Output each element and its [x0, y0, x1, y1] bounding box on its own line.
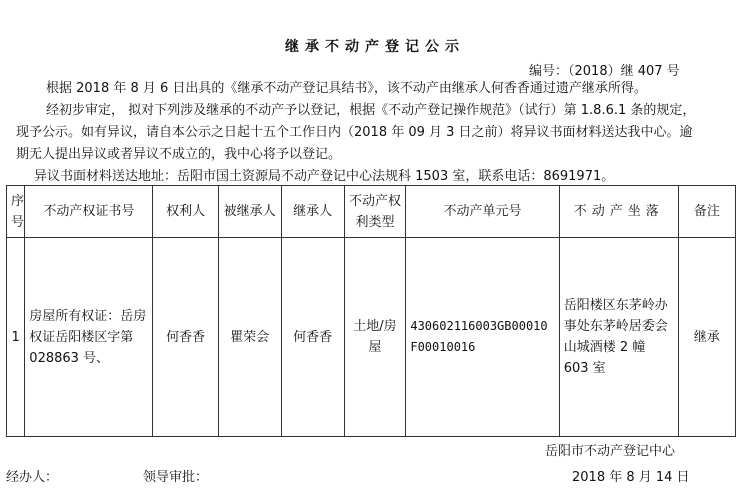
page-title: 继承不动产登记公示	[285, 39, 465, 55]
approver-label: 领导审批：	[143, 470, 209, 485]
cell-owner: 何香香	[153, 238, 218, 437]
header-owner: 权利人	[153, 186, 218, 238]
table-header-row	[7, 186, 736, 238]
registration-table	[6, 185, 736, 437]
cell-no: 1	[7, 238, 25, 437]
paragraph-address: 异议书面材料送达地址：岳阳市国土资源局不动产登记中心法规科 1503 室，联系电话：8691971。	[34, 169, 615, 184]
handler-label: 经办人：	[6, 470, 59, 485]
issue-date: 2018 年 8 月 14 日	[572, 470, 690, 485]
paragraph-objection: 现予公示。如有异议，请自本公示之日起十五个工作日内（2018 年 09 月 3 日之前）将异议书面材料送达我中心。逾	[16, 125, 693, 140]
cell-unit: 430602116003GB00010F00010016	[406, 238, 559, 437]
header-heir: 继承人	[281, 186, 344, 238]
cell-type: 土地/房屋	[344, 238, 406, 437]
cell-cert: 房屋所有权证：岳房权证岳阳楼区字第 028863 号、	[25, 238, 153, 437]
paragraph-basis: 根据 2018 年 8 月 6 日出具的《继承不动产登记具结书》，该不动产由继承人何香香通过遗产继承所得。	[46, 81, 647, 96]
cell-decedent: 瞿荣会	[218, 238, 281, 437]
header-cert: 不动产权证书号	[25, 186, 153, 238]
header-location: 不动产坐落	[559, 186, 678, 238]
issuer-name: 岳阳市不动产登记中心	[545, 444, 676, 459]
paragraph-review: 经初步审定， 拟对下列涉及继承的不动产予以登记，根据《不动产登记操作规范》（试行）第 1.8.6.1 条的规定，	[46, 103, 696, 118]
paragraph-no-objection: 期无人提出异议或者异议不成立的，我中心将予以登记。	[16, 147, 342, 162]
header-type: 不动产权利类型	[344, 186, 406, 238]
header-unit: 不动产单元号	[406, 186, 559, 238]
cell-note: 继承	[678, 238, 735, 437]
header-decedent: 被继承人	[218, 186, 281, 238]
header-note: 备注	[678, 186, 735, 238]
cell-heir: 何香香	[281, 238, 344, 437]
cell-location: 岳阳楼区东茅岭办事处东茅岭居委会山城酒楼 2 幢 603 室	[559, 238, 678, 437]
header-no: 序号	[7, 186, 25, 238]
document-number: 编号：（2018）继 407 号	[529, 64, 680, 79]
table-row	[7, 238, 736, 437]
